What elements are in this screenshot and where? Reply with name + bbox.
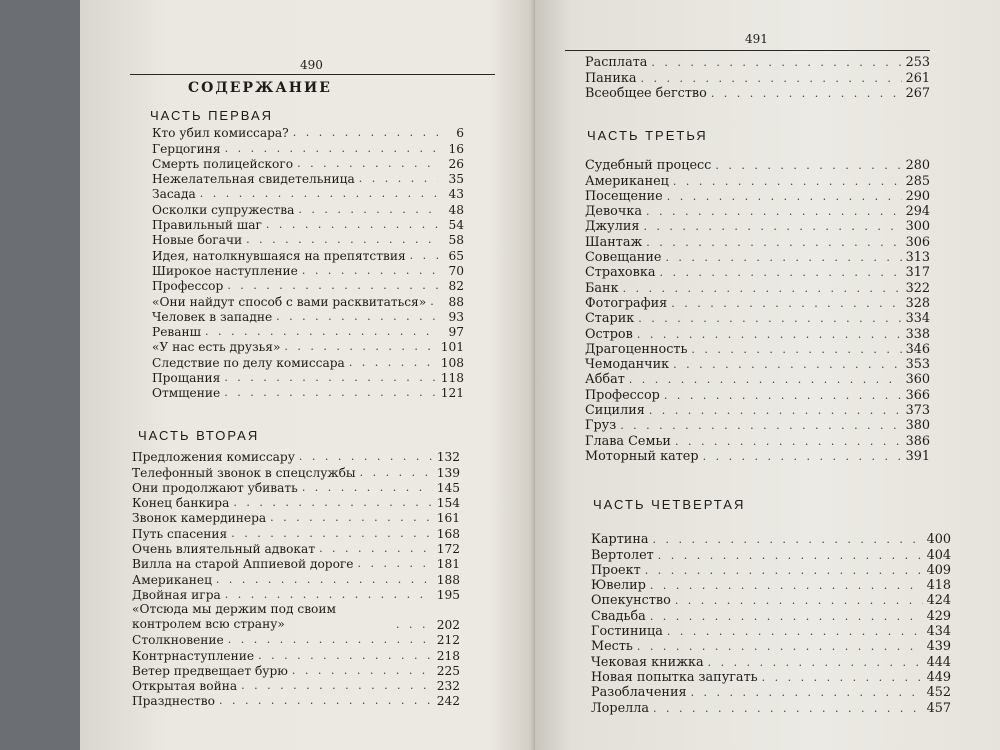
toc-entry-title: Аббат: [585, 372, 625, 388]
toc-leader-dots: [637, 640, 923, 654]
part-1-list: [152, 125, 464, 400]
toc-entry: [591, 624, 951, 639]
page-number-left: 490: [300, 58, 323, 72]
toc-entry: [585, 158, 930, 173]
toc-entry: [591, 639, 951, 654]
toc-entry-title: Смерть полицейского: [152, 156, 294, 171]
toc-leader-dots: [762, 671, 923, 685]
toc-entry-page: 97: [448, 325, 464, 340]
toc-entry: [152, 217, 464, 232]
toc-entry-page: 121: [440, 386, 464, 401]
toc-entry-title: Столкновение: [132, 633, 224, 648]
part-3-title: ЧАСТЬ ТРЕТЬЯ: [587, 128, 708, 143]
toc-entry-page: 232: [436, 679, 460, 694]
toc-leader-dots: [319, 542, 433, 556]
toc-entry-title: Осколки супружества: [152, 202, 295, 217]
toc-entry: [591, 700, 951, 715]
toc-entry-page: 253: [905, 55, 930, 71]
toc-leader-dots: [640, 72, 901, 86]
toc-entry-title: Засада: [152, 187, 196, 202]
toc-entry-page: 285: [905, 173, 930, 189]
toc-entry-page: 444: [926, 654, 951, 670]
toc-entry-title: Глава Семьи: [585, 433, 671, 449]
toc-entry-title: Разоблачения: [591, 685, 687, 701]
toc-entry-page: 16: [448, 141, 464, 156]
toc-entry: [591, 532, 951, 547]
toc-entry-title: Страховка: [585, 265, 656, 281]
toc-entry-page: 168: [436, 526, 460, 541]
toc-leader-dots: [292, 664, 433, 678]
toc-leader-dots: [651, 56, 901, 70]
toc-leader-dots: [225, 142, 438, 156]
toc-entry-page: 300: [905, 219, 930, 235]
toc-entry-title: Новые богачи: [152, 233, 243, 248]
toc-entry: [132, 556, 460, 571]
toc-leader-dots: [219, 694, 433, 708]
toc-entry: [132, 632, 460, 647]
part-2-title: ЧАСТЬ ВТОРАЯ: [138, 428, 260, 443]
toc-entry: [591, 670, 951, 685]
toc-entry-page: 202: [436, 617, 460, 632]
toc-entry-page: 373: [905, 403, 930, 419]
toc-entry: [152, 125, 464, 140]
toc-entry-title: Широкое наступление: [152, 263, 298, 278]
toc-entry-title: Вилла на старой Аппиевой дороге: [132, 557, 354, 572]
toc-entry-title: Американец: [132, 572, 212, 587]
toc-entry-page: 346: [905, 341, 930, 357]
toc-entry-page: 225: [436, 663, 460, 678]
toc-leader-dots: [225, 588, 433, 602]
toc-entry-title: Драгоценность: [585, 341, 688, 357]
toc-leader-dots: [665, 251, 901, 265]
toc-leader-dots: [358, 557, 433, 571]
toc-entry-page: 242: [436, 694, 460, 709]
toc-leader-dots: [231, 527, 432, 541]
toc-entry-page: 261: [905, 70, 930, 86]
toc-entry-page: 48: [448, 202, 464, 217]
toc-entry-page: 280: [905, 158, 930, 174]
toc-leader-dots: [359, 172, 438, 186]
toc-leader-dots: [637, 328, 902, 342]
part-1-title: ЧАСТЬ ПЕРВАЯ: [150, 108, 274, 123]
toc-entry-title: Профессор: [152, 279, 224, 294]
toc-entry-page: 108: [440, 355, 464, 370]
toc-entry-title: Звонок камердинера: [132, 511, 267, 526]
toc-entry-page: 93: [448, 309, 464, 324]
toc-entry-title: Сицилия: [585, 403, 645, 419]
toc-entry: [152, 140, 464, 155]
toc-entry-title: Путь спасения: [132, 526, 228, 541]
toc-leader-dots: [270, 511, 433, 525]
toc-entry-title: Новая попытка запугать: [591, 669, 758, 685]
toc-entry-page: 26: [448, 156, 464, 171]
toc-entry-page: 409: [926, 562, 951, 578]
continued-list: [585, 55, 930, 101]
toc-entry: [585, 189, 930, 204]
toc-entry-page: 54: [448, 218, 464, 233]
toc-entry-page: 132: [436, 450, 460, 465]
toc-entry-page: 195: [436, 587, 460, 602]
toc-leader-dots: [708, 656, 923, 670]
toc-leader-dots: [645, 564, 923, 578]
toc-entry-title: Ветер предвещает бурю: [132, 663, 288, 678]
toc-leader-dots: [284, 340, 436, 354]
toc-leader-dots: [646, 236, 901, 250]
toc-leader-dots: [643, 220, 901, 234]
toc-entry-page: 6: [456, 126, 464, 141]
toc-leader-dots: [649, 404, 902, 418]
toc-entry-page: 65: [448, 248, 464, 263]
page-number-right: 491: [745, 32, 768, 46]
toc-entry-title: Шантаж: [585, 234, 643, 250]
toc-entry: [585, 326, 930, 341]
toc-leader-dots: [430, 295, 438, 309]
toc-entry-title: Кто убил комиссара?: [152, 126, 289, 141]
toc-entry-title: Опекунство: [591, 593, 671, 609]
left-page: [80, 0, 535, 750]
toc-entry: [152, 232, 464, 247]
toc-entry: [132, 571, 460, 586]
toc-entry-title: Правильный шаг: [152, 218, 262, 233]
toc-leader-dots: [349, 356, 437, 370]
toc-leader-dots: [653, 702, 923, 716]
part-4-list: [591, 532, 951, 716]
toc-entry-page: 429: [926, 608, 951, 624]
toc-entry: [585, 418, 930, 433]
toc-entry: [585, 433, 930, 448]
toc-entry-title: Моторный катер: [585, 448, 699, 464]
toc-entry: [591, 563, 951, 578]
toc-entry-title: Лорелла: [591, 700, 650, 716]
toc-entry-title: Контрнаступление: [132, 648, 255, 663]
toc-entry: [152, 324, 464, 339]
toc-entry-page: 267: [905, 85, 930, 101]
toc-entry-title: Чемоданчик: [585, 357, 670, 373]
toc-entry: [132, 480, 460, 495]
toc-entry-page: 82: [448, 279, 464, 294]
toc-entry-page: 161: [436, 511, 460, 526]
toc-leader-dots: [266, 218, 438, 232]
toc-entry-page: 139: [436, 465, 460, 480]
toc-leader-dots: [675, 594, 923, 608]
toc-entry-page: 322: [905, 280, 930, 296]
toc-entry: [585, 296, 930, 311]
toc-entry-page: 338: [905, 326, 930, 342]
toc-leader-dots: [228, 633, 433, 647]
toc-entry-page: 101: [440, 340, 464, 355]
toc-entry-title: Ювелир: [591, 578, 646, 594]
toc-entry-title: Идея, натолкнувшаяся на препятствия: [152, 248, 406, 263]
toc-entry-page: 386: [905, 433, 930, 449]
part-2-list: [132, 449, 460, 708]
toc-entry-page: 434: [926, 624, 951, 640]
toc-entry-title: Фотография: [585, 295, 668, 311]
toc-entry-page: 313: [905, 250, 930, 266]
toc-entry: [585, 265, 930, 280]
toc-entry-page: 400: [926, 532, 951, 548]
toc-entry-title: Человек в западне: [152, 309, 273, 324]
toc-entry-page: 457: [926, 700, 951, 716]
toc-entry: [152, 354, 464, 369]
toc-entry-title: «У нас есть друзья»: [152, 340, 281, 355]
toc-leader-dots: [298, 203, 438, 217]
toc-leader-dots: [659, 266, 901, 280]
toc-entry-title: Совещание: [585, 250, 662, 266]
toc-leader-dots: [396, 618, 433, 632]
toc-entry: [152, 171, 464, 186]
toc-entry: [132, 525, 460, 540]
toc-leader-dots: [691, 343, 901, 357]
toc-entry-title: Прощания: [152, 371, 221, 386]
toc-entry-page: 212: [436, 633, 460, 648]
toc-entry-page: 418: [926, 578, 951, 594]
toc-leader-dots: [667, 625, 923, 639]
toc-leader-dots: [715, 159, 901, 173]
toc-leader-dots: [297, 157, 438, 171]
toc-entry: [591, 593, 951, 608]
toc-leader-dots: [638, 312, 901, 326]
toc-leader-dots: [703, 450, 902, 464]
toc-leader-dots: [302, 264, 438, 278]
toc-leader-dots: [293, 126, 438, 140]
toc-entry: [591, 547, 951, 562]
toc-entry: [132, 647, 460, 662]
toc-entry-page: 360: [905, 372, 930, 388]
toc-entry-title: Девочка: [585, 204, 642, 220]
toc-entry-title: Следствие по делу комиссара: [152, 355, 345, 370]
toc-entry: [152, 278, 464, 293]
toc-entry: [585, 86, 930, 101]
toc-entry-page: 449: [926, 669, 951, 685]
toc-entry: [132, 678, 460, 693]
toc-entry-title: Старик: [585, 311, 635, 327]
toc-leader-dots: [646, 205, 902, 219]
toc-entry-page: 424: [926, 593, 951, 609]
toc-entry-page: 154: [436, 496, 460, 511]
toc-entry: [132, 449, 460, 464]
toc-entry-page: 145: [436, 480, 460, 495]
toc-entry-title: Свадьба: [591, 608, 646, 624]
part-4-title: ЧАСТЬ ЧЕТВЕРТАЯ: [593, 497, 746, 512]
toc-entry-page: 391: [905, 448, 930, 464]
toc-entry-page: 58: [448, 233, 464, 248]
toc-entry: [132, 510, 460, 525]
toc-entry: [585, 403, 930, 418]
toc-leader-dots: [224, 371, 436, 385]
toc-leader-dots: [410, 249, 438, 263]
toc-entry: [132, 663, 460, 678]
toc-entry: [585, 372, 930, 387]
toc-entry-page: 353: [905, 357, 930, 373]
toc-entry-title: Расплата: [585, 55, 648, 71]
toc-leader-dots: [258, 649, 433, 663]
toc-entry-title: Месть: [591, 639, 633, 655]
toc-entry-page: 366: [905, 387, 930, 403]
toc-leader-dots: [650, 610, 923, 624]
toc-entry: [585, 219, 930, 234]
toc-leader-dots: [216, 573, 433, 587]
toc-leader-dots: [673, 175, 902, 189]
toc-entry: [152, 385, 464, 400]
toc-entry-page: 118: [440, 371, 464, 386]
toc-entry-title: Открытая война: [132, 679, 238, 694]
toc-entry-title: Очень влиятельный адвокат: [132, 542, 316, 557]
toc-entry-title: Герцогиня: [152, 141, 221, 156]
toc-entry-title: Проект: [591, 562, 641, 578]
toc-entry-title: Паника: [585, 70, 637, 86]
toc-entry-page: 439: [926, 639, 951, 655]
toc-entry-page: 306: [905, 234, 930, 250]
toc-entry-title: Гостиница: [591, 624, 663, 640]
toc-entry: [591, 578, 951, 593]
toc-entry: [585, 234, 930, 249]
toc-entry-page: 380: [905, 418, 930, 434]
toc-leader-dots: [650, 579, 923, 593]
toc-entry-page: 88: [448, 294, 464, 309]
toc-leader-dots: [299, 450, 433, 464]
toc-entry: [152, 247, 464, 262]
toc-leader-dots: [302, 481, 433, 495]
toc-entry-title: Телефонный звонок в спецслужбы: [132, 465, 356, 480]
toc-entry-title: Чековая книжка: [591, 654, 704, 670]
toc-entry-page: 35: [448, 172, 464, 187]
toc-entry-title: Нежелательная свидетельница: [152, 172, 355, 187]
toc-entry-title: Банк: [585, 280, 619, 296]
toc-entry: [152, 339, 464, 354]
toc-leader-dots: [200, 187, 438, 201]
toc-leader-dots: [671, 297, 901, 311]
toc-entry-title: Реванш: [152, 325, 201, 340]
toc-entry: [132, 602, 460, 632]
toc-entry-title: Профессор: [585, 387, 660, 403]
toc-entry: [585, 342, 930, 357]
toc-entry: [132, 587, 460, 602]
toc-entry: [152, 186, 464, 201]
toc-leader-dots: [675, 435, 902, 449]
toc-entry-page: 218: [436, 648, 460, 663]
toc-leader-dots: [205, 325, 438, 339]
toc-entry: [585, 387, 930, 402]
toc-leader-dots: [241, 679, 433, 693]
toc-entry: [585, 449, 930, 464]
toc-leader-dots: [691, 686, 923, 700]
toc-leader-dots: [227, 279, 438, 293]
toc-leader-dots: [653, 533, 923, 547]
part-3-list: [585, 158, 930, 464]
toc-leader-dots: [620, 419, 901, 433]
toc-entry-page: 317: [905, 265, 930, 281]
toc-leader-dots: [276, 310, 438, 324]
toc-entry-title: Отмщение: [152, 386, 221, 401]
toc-entry: [591, 654, 951, 669]
toc-leader-dots: [667, 190, 902, 204]
toc-leader-dots: [658, 549, 923, 563]
header-rule-left: [130, 74, 495, 75]
toc-entry: [585, 280, 930, 295]
toc-entry-page: 70: [448, 263, 464, 278]
toc-entry: [152, 156, 464, 171]
toc-entry: [152, 263, 464, 278]
toc-leader-dots: [360, 466, 433, 480]
toc-entry: [152, 201, 464, 216]
contents-heading: СОДЕРЖАНИЕ: [188, 80, 332, 96]
toc-entry: [132, 541, 460, 556]
right-page: [535, 0, 1000, 750]
toc-entry-title: Конец банкира: [132, 496, 230, 511]
toc-entry-title: Груз: [585, 418, 617, 434]
toc-entry: [132, 464, 460, 479]
toc-entry-title: Предложения комиссару: [132, 450, 295, 465]
toc-entry: [591, 685, 951, 700]
toc-entry-page: 452: [926, 685, 951, 701]
toc-entry-title: Остров: [585, 326, 633, 342]
toc-entry-title: Празднество: [132, 694, 215, 709]
toc-entry-page: 334: [905, 311, 930, 327]
toc-leader-dots: [224, 386, 437, 400]
toc-entry: [585, 55, 930, 70]
toc-entry: [591, 608, 951, 623]
toc-entry: [152, 370, 464, 385]
toc-entry: [152, 309, 464, 324]
toc-entry-page: 290: [905, 188, 930, 204]
toc-entry-page: 328: [905, 295, 930, 311]
toc-entry-title: Всеобщее бегство: [585, 85, 707, 101]
toc-entry-title: Картина: [591, 532, 649, 548]
toc-entry-title: Судебный процесс: [585, 158, 712, 174]
toc-leader-dots: [246, 233, 438, 247]
toc-entry: [585, 311, 930, 326]
toc-entry-title: «Отсюда мы держим под своим контролем всю страну»: [132, 601, 336, 631]
toc-leader-dots: [711, 87, 902, 101]
toc-leader-dots: [233, 496, 432, 510]
toc-entry-page: 181: [436, 557, 460, 572]
toc-entry-page: 294: [905, 204, 930, 220]
toc-leader-dots: [629, 373, 902, 387]
toc-entry: [152, 293, 464, 308]
toc-entry-page: 172: [436, 542, 460, 557]
toc-entry-page: 404: [926, 547, 951, 563]
toc-entry: [585, 357, 930, 372]
toc-entry-title: Посещение: [585, 188, 663, 204]
toc-entry: [585, 250, 930, 265]
header-rule-right: [565, 50, 930, 51]
toc-entry-title: Двойная игра: [132, 587, 221, 602]
toc-entry: [132, 693, 460, 708]
toc-entry: [132, 495, 460, 510]
toc-entry-page: 43: [448, 187, 464, 202]
toc-entry-title: Они продолжают убивать: [132, 480, 298, 495]
toc-entry: [585, 70, 930, 85]
toc-entry-title: Вертолет: [591, 547, 654, 563]
toc-leader-dots: [664, 389, 902, 403]
toc-leader-dots: [623, 282, 902, 296]
toc-entry-title: «Они найдут способ с вами расквитаться»: [152, 294, 427, 309]
toc-entry-title: Джулия: [585, 219, 640, 235]
toc-leader-dots: [673, 358, 901, 372]
toc-entry-page: 188: [436, 572, 460, 587]
toc-entry: [585, 173, 930, 188]
toc-entry-title: Американец: [585, 173, 669, 189]
toc-entry: [585, 204, 930, 219]
